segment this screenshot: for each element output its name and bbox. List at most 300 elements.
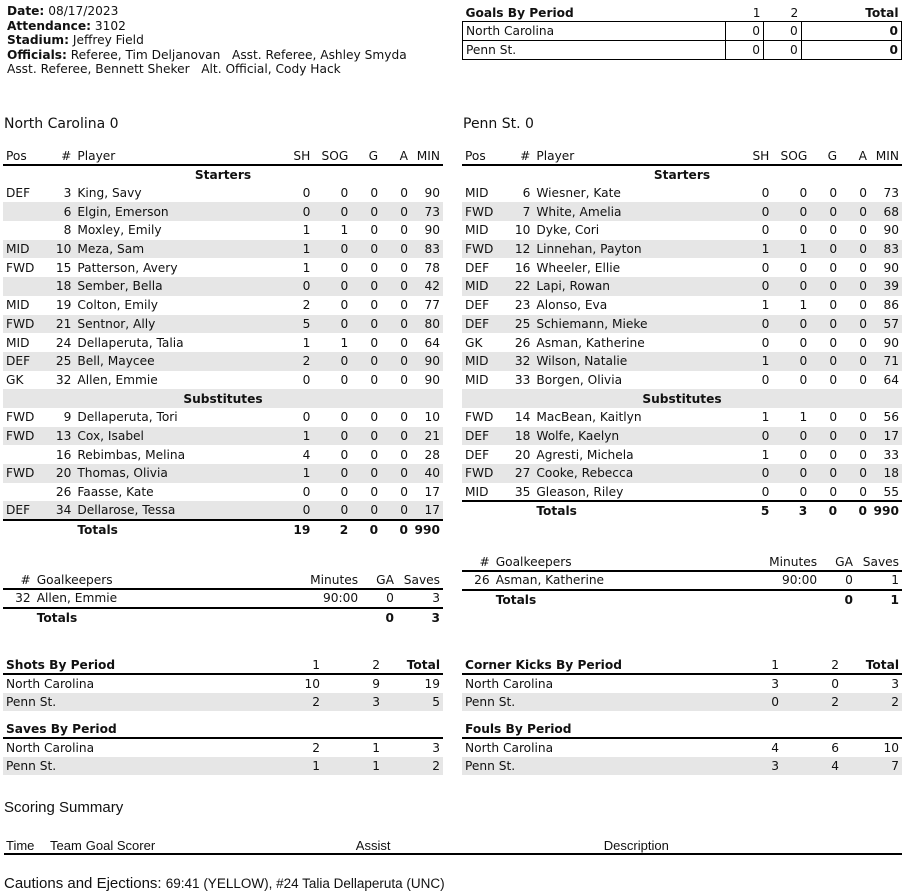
- period-value: 4: [831, 759, 839, 774]
- player-row: [462, 277, 902, 296]
- player-name: Wheeler, Ellie: [536, 260, 621, 275]
- section-label: Substitutes: [642, 391, 722, 406]
- col-header: [722, 720, 782, 738]
- period-value: 1: [372, 740, 380, 755]
- player-number: 20: [514, 447, 531, 462]
- player-g: 0: [370, 335, 379, 350]
- player-number: 26: [55, 485, 72, 500]
- col-header: Minutes: [290, 572, 362, 589]
- box-header: [462, 148, 902, 165]
- player-name: Cox, Isabel: [77, 428, 144, 443]
- totals-value: 3: [772, 501, 810, 520]
- player-pos: FWD: [6, 260, 35, 275]
- player-min: 83: [883, 242, 899, 257]
- player-g: 0: [370, 298, 379, 313]
- player-min: 90: [883, 223, 899, 238]
- player-min: 17: [424, 503, 440, 518]
- player-sh: 0: [302, 204, 311, 219]
- goals-value: 0: [726, 40, 764, 59]
- period-value: 4: [771, 740, 779, 755]
- player-sh: 1: [761, 298, 770, 313]
- player-row: [462, 445, 902, 464]
- player-pos: DEF: [465, 260, 490, 275]
- col-header: Team: [50, 837, 82, 853]
- player-sog: 0: [799, 447, 808, 462]
- col-header: G: [810, 148, 840, 165]
- date-line: Date: 08/17/2023: [7, 4, 119, 18]
- player-min: 90: [883, 335, 899, 350]
- section-label: Substitutes: [183, 391, 263, 406]
- player-min: 21: [424, 428, 440, 443]
- player-pos: MID: [465, 354, 489, 369]
- player-a: 0: [859, 298, 867, 313]
- col-header: Total: [383, 656, 443, 674]
- away-goalkeepers-table: [462, 554, 902, 608]
- scoring-summary-title: Scoring Summary: [4, 799, 124, 816]
- player-min: 90: [424, 223, 440, 238]
- player-pos: [3, 483, 53, 502]
- col-header: Total: [842, 656, 902, 674]
- section-label: Starters: [653, 167, 711, 182]
- player-sog: 1: [340, 335, 349, 350]
- player-sh: 1: [761, 242, 770, 257]
- player-sh: 0: [302, 485, 311, 500]
- player-sog: 0: [340, 316, 349, 331]
- col-header: [323, 720, 383, 738]
- col-header: GA: [361, 572, 397, 589]
- player-pos: FWD: [6, 466, 35, 481]
- player-sog: 0: [340, 204, 349, 219]
- player-number: 32: [514, 354, 531, 369]
- totals-value: 990: [411, 520, 443, 539]
- player-min: 90: [424, 354, 440, 369]
- player-name: Elgin, Emerson: [77, 204, 169, 219]
- player-a: 0: [859, 260, 867, 275]
- goalkeeper-row: [462, 571, 902, 590]
- player-min: 64: [883, 372, 899, 387]
- totals-value: 19: [283, 520, 313, 539]
- totals-label: Totals: [74, 520, 283, 539]
- player-number: 19: [55, 298, 72, 313]
- player-pos: MID: [465, 279, 489, 294]
- player-sh: 0: [302, 186, 311, 201]
- player-sog: 0: [799, 186, 808, 201]
- team-name: Penn St.: [6, 759, 57, 774]
- player-number: 3: [63, 186, 72, 201]
- player-g: 0: [829, 466, 838, 481]
- totals-value: 0: [810, 501, 840, 520]
- player-min: 40: [424, 466, 440, 481]
- totals-value: 0: [381, 520, 411, 539]
- officials-line: Officials: Referee, Tim Deljanovan Asst. Referee, Ashley Smyda Asst. Referee, Bennett Sheker Alt. Official, Cody Hack: [7, 47, 419, 76]
- cautions-label: Cautions and Ejections:: [4, 875, 162, 892]
- goals-row: [463, 40, 902, 59]
- game-info: [7, 4, 427, 77]
- player-sh: 0: [761, 484, 770, 499]
- player-number: 18: [514, 428, 531, 443]
- player-pos: FWD: [465, 204, 494, 219]
- player-pos: MID: [465, 186, 489, 201]
- player-number: 20: [55, 466, 72, 481]
- player-name: Faasse, Kate: [77, 485, 154, 500]
- player-pos: [3, 221, 53, 240]
- player-min: 71: [883, 354, 899, 369]
- player-row: [462, 483, 902, 502]
- gk-name: Asman, Katherine: [495, 573, 605, 588]
- player-sh: 0: [302, 503, 311, 518]
- period-row: [462, 738, 902, 757]
- blank: [462, 590, 493, 609]
- player-min: 33: [883, 447, 899, 462]
- period-value: 2: [432, 759, 440, 774]
- col-header: 1: [263, 656, 323, 674]
- col-header: [782, 720, 842, 738]
- player-a: 0: [859, 204, 867, 219]
- player-a: 0: [859, 316, 867, 331]
- player-pos: FWD: [6, 410, 35, 425]
- player-g: 0: [829, 260, 838, 275]
- player-number: 13: [55, 428, 72, 443]
- player-sog: 0: [340, 372, 349, 387]
- player-row: [462, 464, 902, 483]
- player-number: 6: [63, 204, 72, 219]
- gk-totals-row: [462, 590, 902, 609]
- player-a: 0: [859, 447, 867, 462]
- player-number: 12: [514, 242, 531, 257]
- gk-name: Allen, Emmie: [36, 591, 118, 606]
- attendance-line: Attendance: 3102: [7, 18, 126, 33]
- player-row: [3, 333, 443, 352]
- player-sog: 0: [799, 466, 808, 481]
- gk-minutes: 90:00: [782, 573, 818, 588]
- player-sh: 4: [302, 447, 311, 462]
- player-name: Agresti, Michela: [536, 447, 634, 462]
- attendance-value: 3102: [94, 18, 126, 33]
- player-g: 0: [829, 354, 838, 369]
- col-header: #: [512, 148, 534, 165]
- player-sh: 1: [302, 260, 311, 275]
- player-name: Gleason, Riley: [536, 484, 624, 499]
- goals-value: 0: [801, 40, 901, 59]
- col-header: Goal Scorer: [84, 837, 354, 854]
- player-min: 90: [883, 260, 899, 275]
- player-pos: DEF: [465, 428, 490, 443]
- player-row: [3, 352, 443, 371]
- period-value: 3: [771, 676, 779, 691]
- player-sh: 0: [761, 204, 770, 219]
- team-name: North Carolina: [465, 740, 554, 755]
- box-body: [3, 165, 443, 539]
- player-number: 6: [522, 186, 531, 201]
- period-table-title: Fouls By Period: [462, 720, 722, 738]
- player-name: Lapi, Rowan: [536, 279, 611, 294]
- section-row: [3, 165, 443, 184]
- col-header: G: [351, 148, 381, 165]
- period-value: 3: [372, 695, 380, 710]
- period-value: 3: [891, 676, 899, 691]
- player-number: 21: [55, 316, 72, 331]
- period-value: 10: [304, 676, 320, 691]
- player-min: 90: [424, 372, 440, 387]
- col-header: [383, 720, 443, 738]
- player-g: 0: [370, 260, 379, 275]
- player-number: 8: [63, 223, 72, 238]
- player-name: Meza, Sam: [77, 242, 145, 257]
- header-row: [462, 554, 902, 571]
- player-a: 0: [400, 354, 408, 369]
- player-name: Cooke, Rebecca: [536, 466, 634, 481]
- player-g: 0: [829, 447, 838, 462]
- period-value: 1: [312, 759, 320, 774]
- player-sog: 0: [340, 485, 349, 500]
- player-min: 17: [424, 485, 440, 500]
- player-number: 24: [55, 335, 72, 350]
- officials-value: Referee, Tim Deljanovan Asst. Referee, Ashley Smyda Asst. Referee, Bennett Sheker Alt. Official, Cody Hack: [7, 47, 419, 76]
- player-name: Alonso, Eva: [536, 298, 608, 313]
- player-sh: 0: [761, 372, 770, 387]
- player-name: Sentnor, Ally: [77, 316, 156, 331]
- home-box-score: [3, 148, 443, 539]
- player-name: White, Amelia: [536, 204, 622, 219]
- player-min: 90: [424, 186, 440, 201]
- player-g: 0: [829, 335, 838, 350]
- player-a: 0: [859, 335, 867, 350]
- gk-number: 32: [15, 591, 31, 606]
- player-sh: 0: [761, 428, 770, 443]
- player-sh: 1: [302, 428, 311, 443]
- col-header: SOG: [772, 148, 810, 165]
- player-row: [3, 427, 443, 446]
- blank: [53, 520, 75, 539]
- col-header: SH: [283, 148, 313, 165]
- player-pos: GK: [6, 372, 24, 387]
- player-number: 16: [55, 447, 72, 462]
- player-sh: 0: [761, 279, 770, 294]
- player-name: Linnehan, Payton: [536, 242, 642, 257]
- player-number: 23: [514, 298, 531, 313]
- cautions-and-ejections: [4, 875, 445, 892]
- player-pos: FWD: [465, 242, 494, 257]
- col-header: #: [462, 554, 493, 571]
- player-pos: DEF: [6, 186, 31, 201]
- period-value: 2: [312, 740, 320, 755]
- period-row: [462, 757, 902, 776]
- player-pos: MID: [6, 298, 30, 313]
- player-a: 0: [400, 428, 408, 443]
- period-value: 10: [883, 740, 899, 755]
- section-row: [462, 389, 902, 408]
- stadium-value: Jeffrey Field: [72, 33, 144, 47]
- totals-row: [462, 501, 902, 520]
- player-min: 83: [424, 242, 440, 257]
- player-sh: 1: [761, 410, 770, 425]
- player-sog: 1: [799, 410, 808, 425]
- player-a: 0: [859, 372, 867, 387]
- player-row: [3, 408, 443, 427]
- player-g: 0: [829, 372, 838, 387]
- corner-kicks-by-period-table: [462, 656, 902, 711]
- player-number: 18: [55, 279, 72, 294]
- col-header: 2: [323, 656, 383, 674]
- player-g: 0: [829, 428, 838, 443]
- col-header: MIN: [870, 148, 902, 165]
- player-a: 0: [400, 466, 408, 481]
- player-row: [3, 184, 443, 203]
- col-header: Pos: [3, 148, 53, 165]
- goals-value: 0: [726, 21, 764, 40]
- player-a: 0: [859, 410, 867, 425]
- gk-totals-saves: 1: [856, 590, 902, 609]
- col-header: Saves: [856, 554, 902, 571]
- player-pos: DEF: [465, 298, 490, 313]
- player-sog: 0: [799, 484, 808, 499]
- team-name: North Carolina: [6, 676, 95, 691]
- section-row: [3, 389, 443, 408]
- player-sh: 1: [302, 242, 311, 257]
- col-header: 2: [782, 656, 842, 674]
- stadium-line: Stadium: Jeffrey Field: [7, 33, 144, 47]
- player-sh: 0: [761, 223, 770, 238]
- player-a: 0: [859, 466, 867, 481]
- player-min: 86: [883, 298, 899, 313]
- col-header: Player: [533, 148, 742, 165]
- player-pos: MID: [465, 223, 489, 238]
- player-sog: 0: [799, 204, 808, 219]
- player-a: 0: [400, 223, 408, 238]
- player-pos: DEF: [6, 503, 31, 518]
- col-header: 2: [790, 5, 799, 20]
- player-a: 0: [400, 503, 408, 518]
- player-name: Rebimbas, Melina: [77, 447, 186, 462]
- player-name: Bell, Maycee: [77, 354, 155, 369]
- totals-value: 0: [840, 501, 870, 520]
- player-sog: 0: [799, 354, 808, 369]
- team-name: Penn St.: [465, 695, 516, 710]
- player-row: [3, 483, 443, 502]
- period-value: 2: [312, 695, 320, 710]
- player-row: [462, 240, 902, 259]
- player-g: 0: [829, 279, 838, 294]
- col-header: Description: [602, 837, 902, 854]
- player-number: 27: [514, 466, 531, 481]
- player-name: Dellaperuta, Talia: [77, 335, 184, 350]
- player-sog: 0: [799, 428, 808, 443]
- player-pos: MID: [6, 242, 30, 257]
- player-g: 0: [829, 204, 838, 219]
- player-pos: [3, 277, 53, 296]
- player-sog: 1: [799, 298, 808, 313]
- player-pos: FWD: [465, 466, 494, 481]
- period-row: [3, 738, 443, 757]
- gk-saves: 1: [891, 573, 899, 588]
- player-g: 0: [829, 223, 838, 238]
- player-number: 33: [514, 372, 531, 387]
- player-min: 73: [883, 186, 899, 201]
- period-table-title: Saves By Period: [3, 720, 263, 738]
- goals-by-period-title: Goals By Period: [465, 5, 574, 20]
- player-sog: 0: [799, 316, 808, 331]
- col-header: Total: [865, 5, 899, 20]
- player-sh: 0: [302, 372, 311, 387]
- player-min: 80: [424, 316, 440, 331]
- blank: [290, 608, 362, 627]
- player-sh: 1: [761, 447, 770, 462]
- player-name: Wolfe, Kaelyn: [536, 428, 620, 443]
- player-number: 32: [55, 372, 72, 387]
- player-g: 0: [370, 279, 379, 294]
- gk-ga: 0: [386, 591, 394, 606]
- player-a: 0: [400, 242, 408, 257]
- team-name: North Carolina: [463, 21, 726, 40]
- player-name: Sember, Bella: [77, 279, 163, 294]
- player-row: [3, 240, 443, 259]
- period-row: [462, 674, 902, 693]
- player-number: 10: [55, 242, 72, 257]
- blank: [462, 501, 512, 520]
- home-goalkeepers-table: [3, 572, 443, 626]
- player-min: 17: [883, 428, 899, 443]
- player-sog: 0: [340, 410, 349, 425]
- player-name: Moxley, Emily: [77, 223, 162, 238]
- player-a: 0: [859, 428, 867, 443]
- period-value: 0: [771, 695, 779, 710]
- period-value: 1: [372, 759, 380, 774]
- player-g: 0: [370, 186, 379, 201]
- col-header: GA: [820, 554, 856, 571]
- player-min: 77: [424, 298, 440, 313]
- player-number: 25: [514, 316, 531, 331]
- player-a: 0: [859, 186, 867, 201]
- player-name: Schiemann, Mieke: [536, 316, 648, 331]
- player-min: 39: [883, 279, 899, 294]
- player-name: Patterson, Avery: [77, 260, 178, 275]
- player-pos: DEF: [465, 316, 490, 331]
- player-row: [3, 202, 443, 221]
- player-name: Borgen, Olivia: [536, 372, 623, 387]
- away-box-score: [462, 148, 902, 520]
- player-a: 0: [400, 260, 408, 275]
- period-row: [462, 693, 902, 712]
- player-name: Dellaperuta, Tori: [77, 410, 178, 425]
- player-row: [462, 427, 902, 446]
- player-name: Colton, Emily: [77, 298, 158, 313]
- player-g: 0: [829, 242, 838, 257]
- player-min: 68: [883, 204, 899, 219]
- player-row: [462, 184, 902, 203]
- player-g: 0: [370, 204, 379, 219]
- player-name: King, Savy: [77, 186, 142, 201]
- period-row: [3, 757, 443, 776]
- player-row: [3, 277, 443, 296]
- player-g: 0: [370, 242, 379, 257]
- player-g: 0: [370, 372, 379, 387]
- player-a: 0: [400, 335, 408, 350]
- player-g: 0: [370, 466, 379, 481]
- player-number: 26: [514, 335, 531, 350]
- player-pos: FWD: [6, 428, 35, 443]
- player-number: 9: [63, 410, 72, 425]
- blank: [3, 608, 34, 627]
- gk-totals-label: Totals: [493, 590, 749, 609]
- header-row: [462, 720, 902, 738]
- player-min: 28: [424, 447, 440, 462]
- team-name: North Carolina: [6, 740, 95, 755]
- player-sh: 1: [302, 223, 311, 238]
- player-min: 55: [883, 484, 899, 499]
- col-header: A: [840, 148, 870, 165]
- player-sh: 1: [761, 354, 770, 369]
- player-min: 56: [883, 410, 899, 425]
